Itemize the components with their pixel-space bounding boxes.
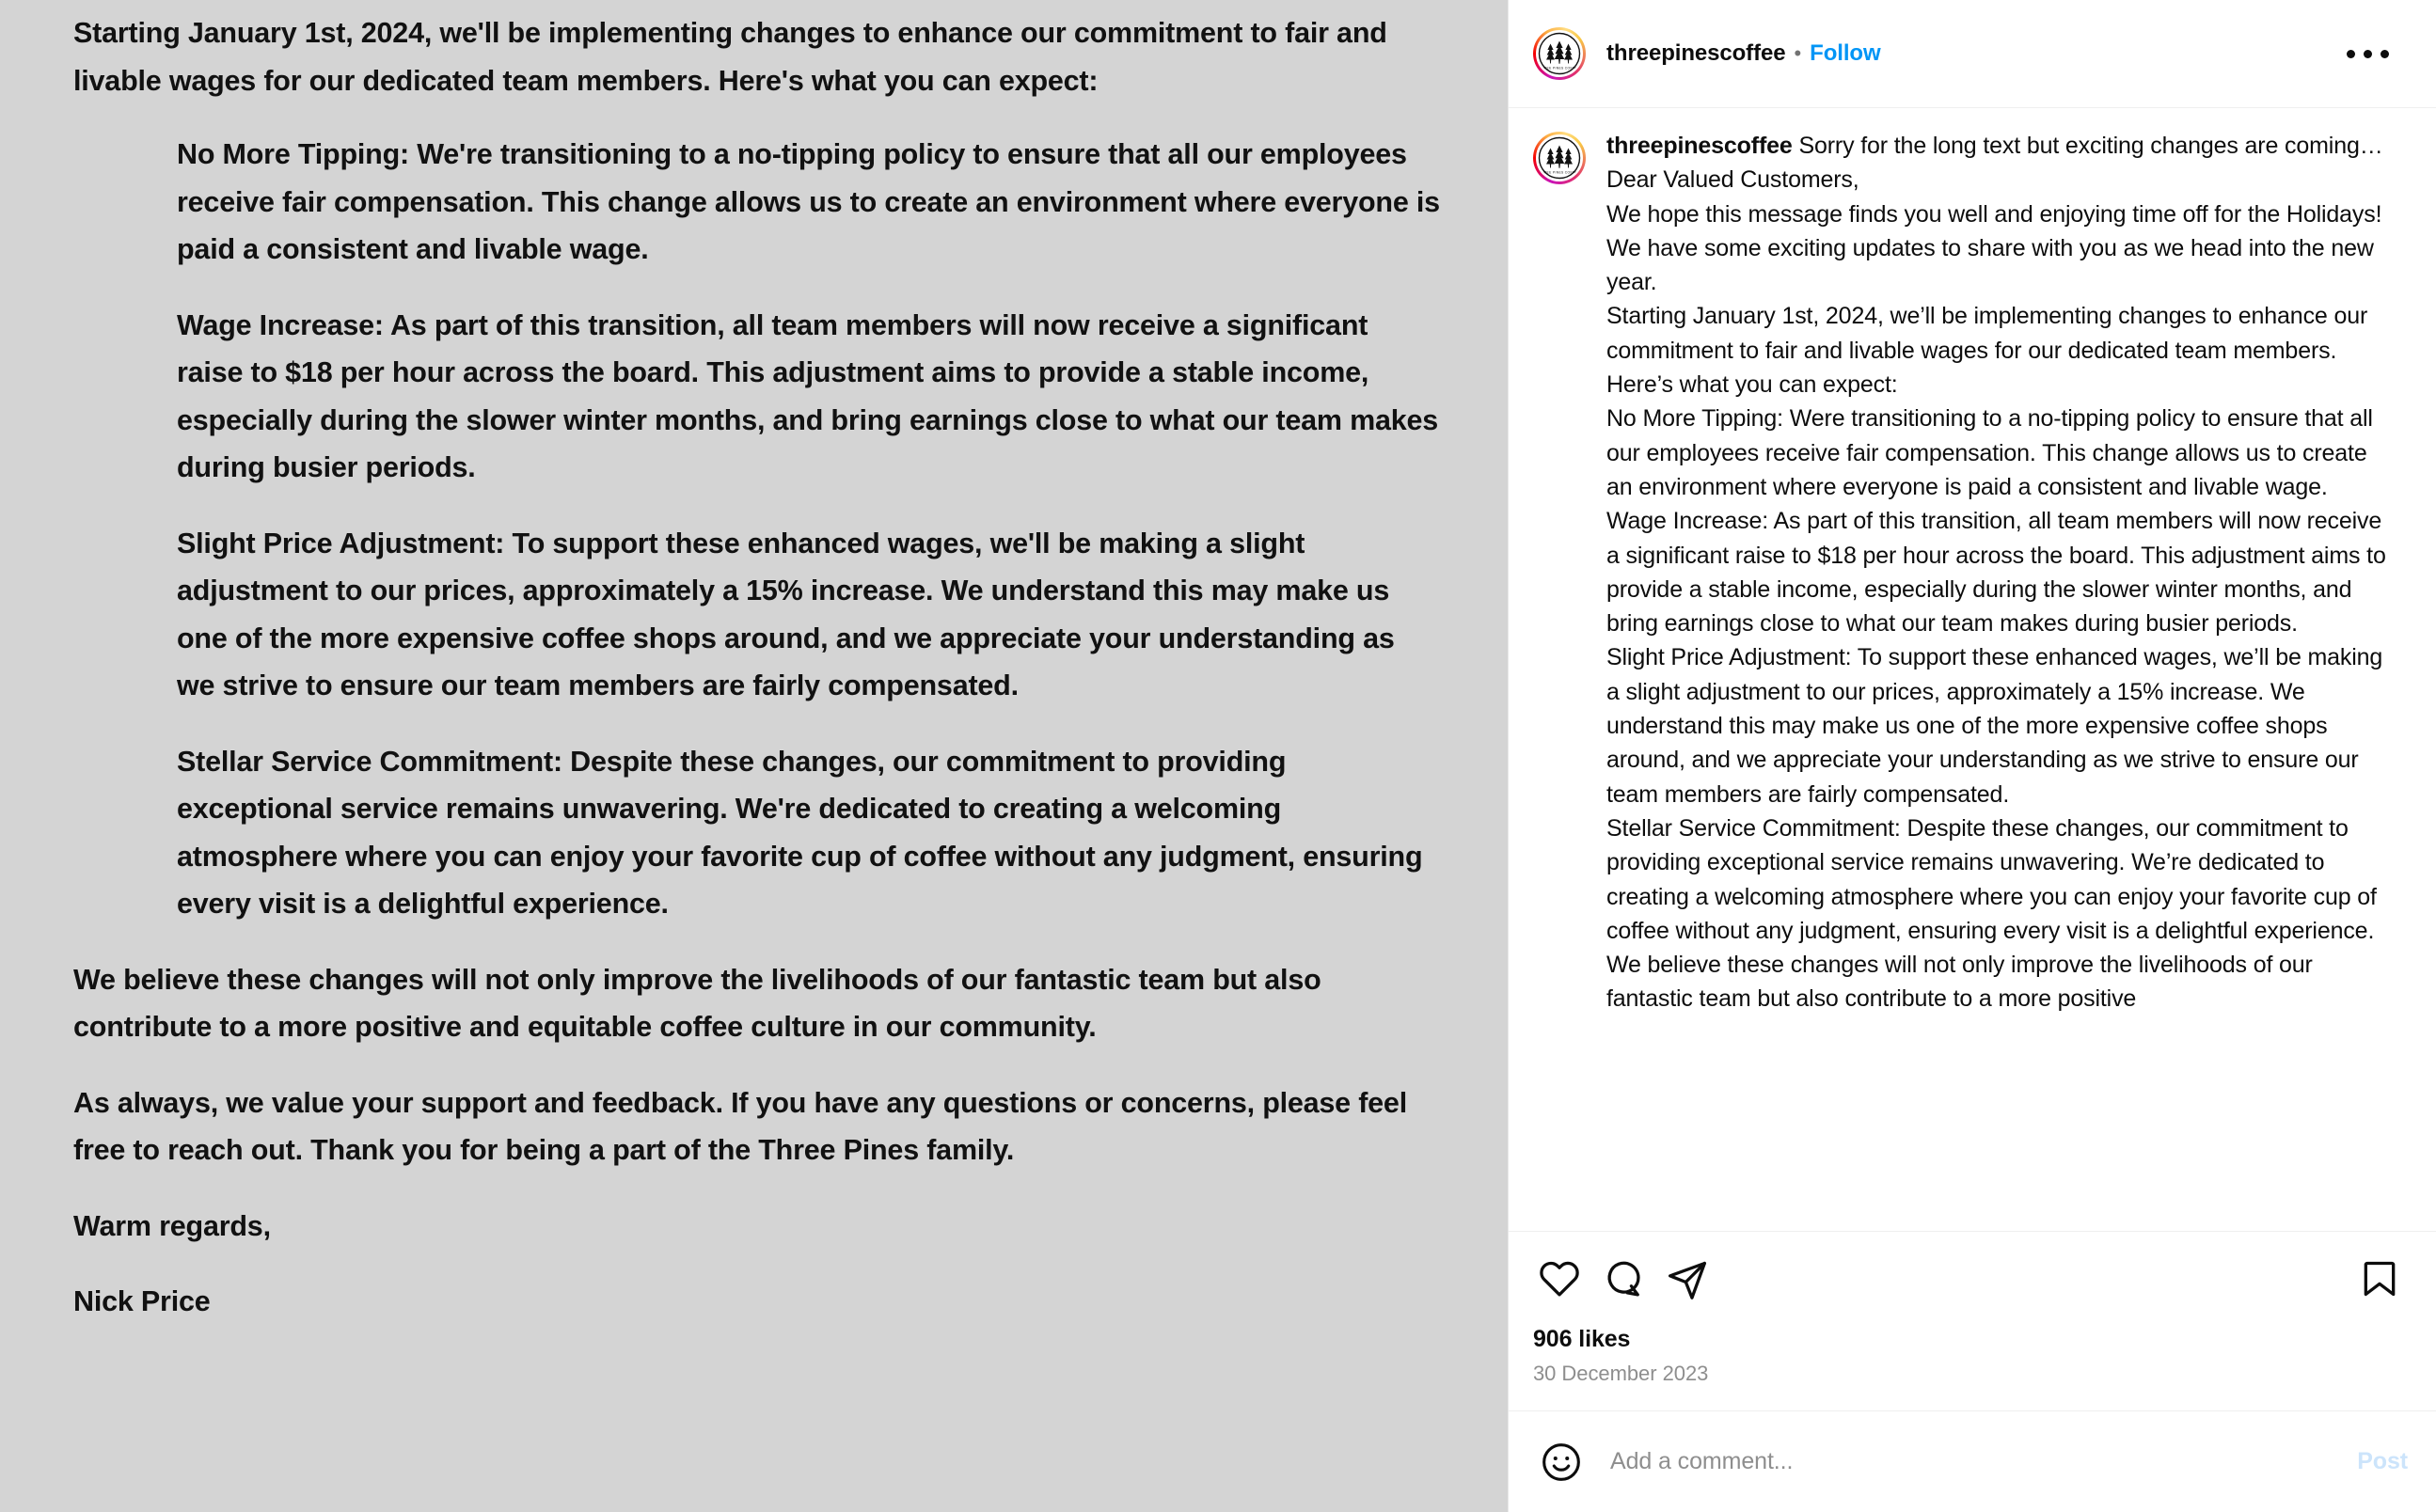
likes-count[interactable]: 906 likes: [1533, 1326, 1631, 1352]
image-paragraph-intro: Starting January 1st, 2024, we'll be implementing changes to enhance our commitment to fair and livable wages for our dedicated team members. Here's what you can expect:: [73, 17, 1387, 97]
caption-line-5: Wage Increase: As part of this transition, all team members will now receive a significant raise to $18 per hour across the board. This adjustment aims to provide a stable income, especially during the slower winter months, and bring earnings close to what our team makes during busier periods.: [1606, 508, 2386, 638]
caption-line-3: Starting January 1st, 2024, we’ll be implementing changes to enhance our commitment to fair and livable wages for our dedicated team members. Here’s what you can expect:: [1606, 303, 2368, 399]
post-image-text: [73, 9, 1440, 1354]
header-username[interactable]: threepinescoffee: [1606, 40, 1786, 66]
action-bar: [1509, 1232, 2436, 1316]
save-button[interactable]: [2348, 1249, 2412, 1309]
caption-body: [1606, 129, 2398, 1016]
caption-username[interactable]: threepinescoffee: [1606, 133, 1793, 159]
caption-line-0: Sorry for the long text but exciting changes are coming…: [1798, 133, 2383, 159]
share-button[interactable]: [1655, 1249, 1719, 1309]
three-pines-logo-icon: [1536, 134, 1583, 181]
image-lead-wage-increase: Wage Increase: [177, 308, 374, 341]
caption-scroll-area[interactable]: [1509, 108, 2436, 1231]
caption-text: [1606, 129, 2398, 1016]
comment-icon: [1603, 1258, 1644, 1299]
comment-input[interactable]: [1610, 1448, 2338, 1475]
post-sidebar: [1508, 0, 2436, 1512]
post-actions-section: [1509, 1231, 2436, 1410]
emoji-picker-button[interactable]: [1533, 1434, 1590, 1490]
image-paragraph-signoff: Warm regards,: [73, 1209, 271, 1242]
image-paragraph-price-adjustment: Slight Price Adjustment: To support these enhanced wages, we'll be making a slight adjustment to our prices, approximately a 15% increase. We understand this may make us one of the more expensive coffee shops around, and we appreciate your understanding as we strive to ensure our team members are fairly compensated.: [177, 527, 1395, 701]
image-lead-price-adjustment: Slight Price Adjustment: [177, 527, 496, 559]
image-paragraph-signature: Nick Price: [73, 1285, 211, 1317]
image-paragraph-feedback: As always, we value your support and feedback. If you have any questions or concerns, please feel free to reach out. Thank you for being a part of the Three Pines family.: [73, 1086, 1407, 1166]
share-icon: [1667, 1258, 1708, 1299]
image-lead-service-commitment: Stellar Service Commitment: [177, 745, 553, 778]
post-header: [1509, 0, 2436, 108]
caption-line-2: We hope this message finds you well and enjoying time off for the Holidays! We have some exciting updates to share with you as we head into the new year.: [1606, 200, 2382, 296]
caption-row: [1533, 129, 2398, 1016]
caption-line-1: Dear Valued Customers,: [1606, 166, 1859, 194]
avatar[interactable]: [1533, 27, 1586, 80]
image-paragraph-no-more-tipping: No More Tipping: We're transitioning to a no-tipping policy to ensure that all our employees receive fair compensation. This change allows us to create an environment where everyone is paid a consistent and livable wage.: [177, 138, 1440, 265]
svg-text:THREE PINES COFFEE: THREE PINES COFFEE: [1539, 66, 1580, 71]
image-lead-no-more-tipping: No More Tipping: [177, 138, 401, 170]
caption-line-6: Slight Price Adjustment: To support these enhanced wages, we’ll be making a slight adjustment to our prices, approximately a 15% increase. We understand this may make us one of the more expensive coffee shops around, and we appreciate your understanding as we strive to ensure our team members are fairly compensated.: [1606, 644, 2383, 808]
bookmark-icon: [2359, 1258, 2400, 1299]
follow-button[interactable]: Follow: [1810, 40, 1881, 66]
caption-line-4: No More Tipping: Were transitioning to a no-tipping policy to ensure that all our employees receive fair compensation. This change allows us to create an environment where everyone is paid a consistent and livable wage.: [1606, 405, 2373, 500]
image-paragraph-service-commitment: Stellar Service Commitment: Despite these changes, our commitment to providing exceptional service remains unwavering. We're dedicated to creating a welcoming atmosphere where you can enjoy your favorite cup of coffee without any judgment, ensuring every visit is a delightful experience.: [177, 745, 1423, 920]
comment-composer: [1509, 1410, 2436, 1512]
emoji-smiley-icon: [1541, 1441, 1582, 1483]
heart-icon: [1539, 1258, 1580, 1299]
post-comment-button[interactable]: Post: [2357, 1448, 2408, 1474]
image-paragraph-closing: We believe these changes will not only improve the livelihoods of our fantastic team but also contribute to a more positive and equitable coffee culture in our community.: [73, 963, 1321, 1043]
caption-line-7: Stellar Service Commitment: Despite these changes, our commitment to providing exceptional service remains unwavering. We’re dedicated to creating a welcoming atmosphere where you can enjoy your favorite cup of coffee without any judgment, ensuring every visit is a delightful experience.: [1606, 814, 2377, 944]
caption-avatar[interactable]: [1533, 132, 1586, 184]
svg-text:THREE PINES COFFEE: THREE PINES COFFEE: [1539, 170, 1580, 175]
caption-line-8: We believe these changes will not only improve the livelihoods of our fantastic team but also contribute to a more positive: [1606, 952, 2313, 1013]
like-button[interactable]: [1533, 1249, 1591, 1309]
image-paragraph-wage-increase: Wage Increase: As part of this transition, all team members will now receive a significant raise to $18 per hour across the board. This adjustment aims to provide a stable income, especially during the slower winter months, and bring earnings close to what our team makes during busier periods.: [177, 308, 1439, 483]
ellipsis-icon[interactable]: [2337, 40, 2398, 68]
post-date: 30 December 2023: [1533, 1362, 1709, 1385]
comment-button[interactable]: [1591, 1249, 1655, 1309]
three-pines-logo-icon: [1536, 30, 1583, 77]
header-separator: •: [1794, 41, 1802, 65]
